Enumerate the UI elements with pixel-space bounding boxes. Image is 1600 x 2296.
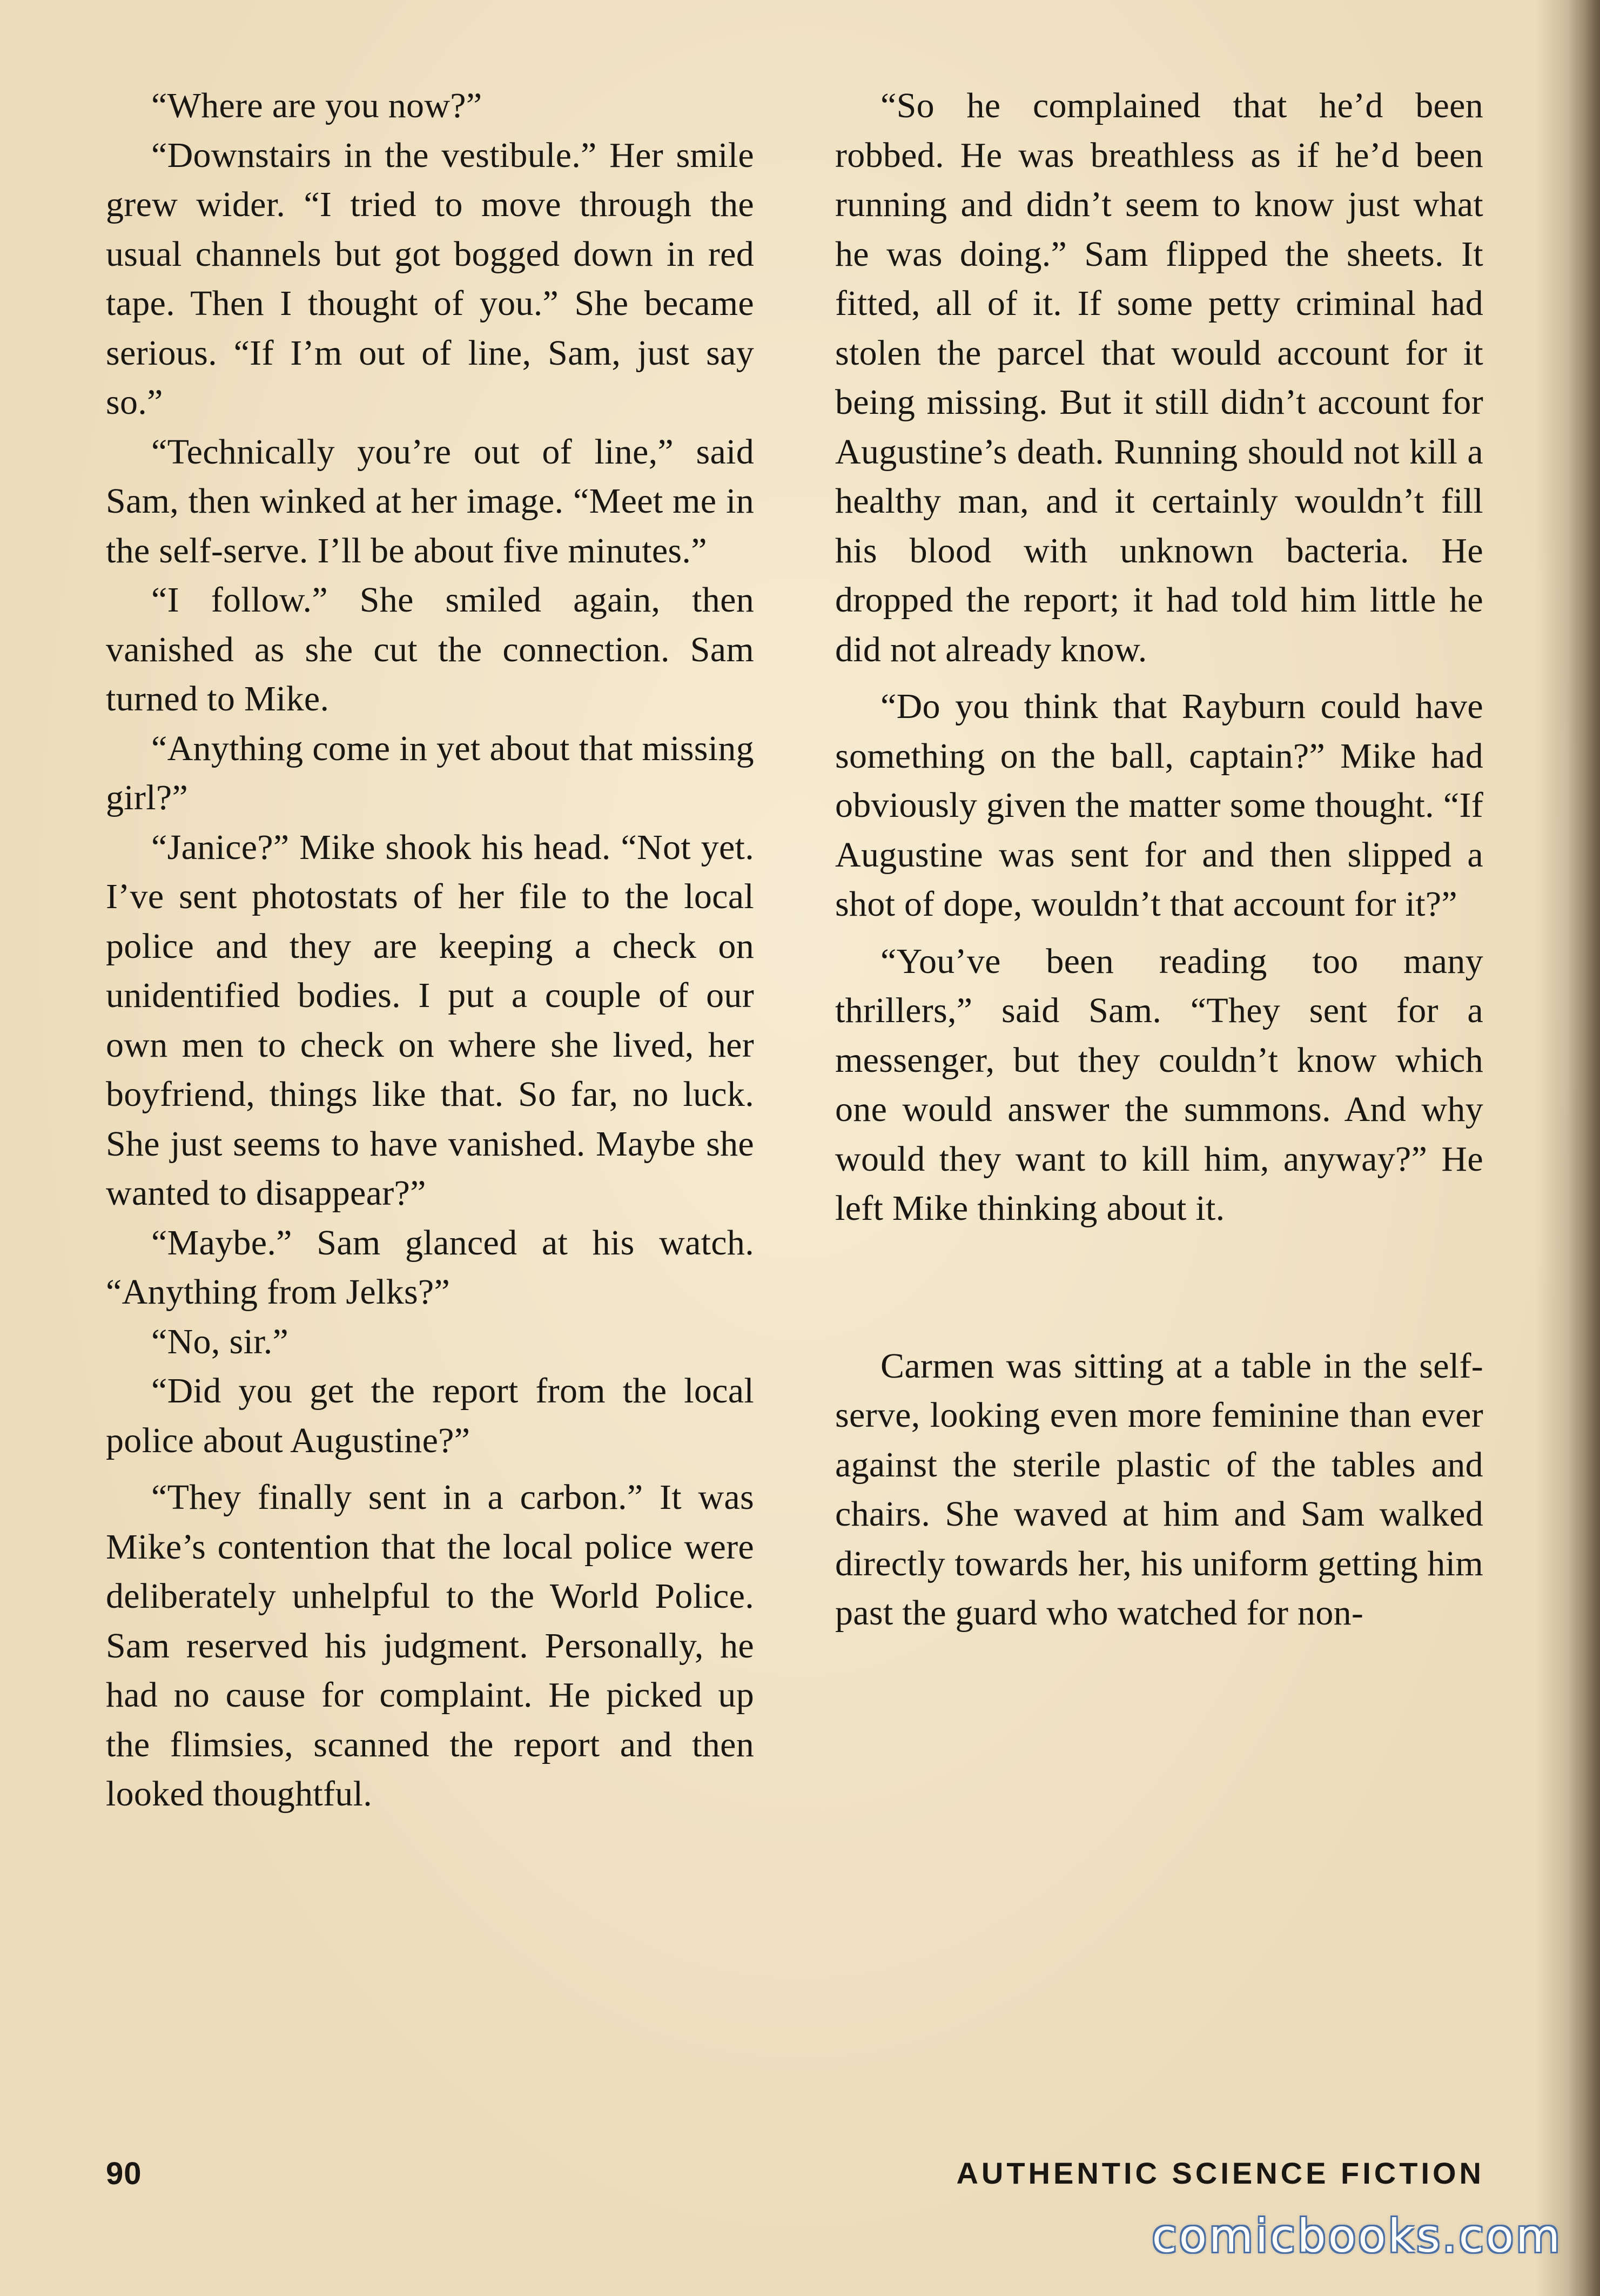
page-footer <box>106 2156 1484 2199</box>
right-column <box>835 81 1483 1638</box>
binding-shadow <box>1568 0 1600 2296</box>
page-number: 90 <box>106 2156 142 2191</box>
paragraph: “So he complained that he’d been robbed. He was breathless as if he’d been running and didn’t seem to know just what he was doing.” Sam flipped the sheets. It fitted, all of it. If some petty criminal had stolen the parcel that would account for it being missing. But it still didn’t account for Augustine’s death. Running should not kill a healthy man, and it certainly wouldn’t fill his blood with unknown bacteria. He dropped the report; it had told him little he did not already know. <box>835 86 1483 669</box>
paragraph: “Did you get the report from the local police about Augustine?” <box>106 1371 754 1460</box>
running-title: AUTHENTIC SCIENCE FICTION <box>956 2156 1484 2190</box>
paragraph: “No, sir.” <box>151 1321 289 1361</box>
paragraph: “You’ve been reading too many thrillers,” said Sam. “They sent for a messenger, but they couldn’t know which one would answer the summons. And why would they want to kill him, anyway?” He left Mike thinking about it. <box>835 941 1483 1228</box>
paragraph: “Anything come in yet about that missing girl?” <box>106 728 754 817</box>
paragraph: “They finally sent in a carbon.” It was Mike’s contention that the local police were deliberately unhelpful to the World Police. Sam reserved his judgment. Personally, he had no cause for complaint. He picked up the flimsies, scanned the report and then looked thoughtful. <box>106 1478 754 1814</box>
section-paragraph: Carmen was sitting at a table in the self-serve, looking even more feminine than ever against the sterile plastic of the tables and chairs. She waved at him and Sam walked directly towards her, his uniform getting him past the guard who watched for non- <box>835 1346 1483 1633</box>
left-column <box>106 81 754 1819</box>
source-watermark: comicbooks.com <box>1152 2210 1562 2263</box>
paragraph: “Janice?” Mike shook his head. “Not yet. I’ve sent photostats of her file to the local police and they are keeping a check on unidentified bodies. I put a couple of our own men to check on where she lived, her boyfriend, things like that. So far, no luck. She just seems to have vanished. Maybe she wanted to disappear?” <box>106 827 754 1213</box>
paragraph: “Where are you now?” <box>151 86 482 125</box>
paragraph: “I follow.” She smiled again, then vanished as she cut the connection. Sam turned to Mike. <box>106 580 754 719</box>
paragraph: “Do you think that Rayburn could have something on the ball, captain?” Mike had obviously given the matter some thought. “If Augustine was sent for and then slipped a shot of dope, wouldn’t that account for it?” <box>835 687 1483 924</box>
paragraph: “Technically you’re out of line,” said Sam, then winked at her image. “Meet me in the self-serve. I’ll be about five minutes.” <box>106 432 754 570</box>
paragraph: “Downstairs in the vestibule.” Her smile grew wider. “I tried to move through the usual channels but got bogged down in red tape. Then I thought of you.” She became serious. “If I’m out of line, Sam, just say so.” <box>106 135 754 422</box>
paragraph: “Maybe.” Sam glanced at his watch. “Anything from Jelks?” <box>106 1223 754 1312</box>
